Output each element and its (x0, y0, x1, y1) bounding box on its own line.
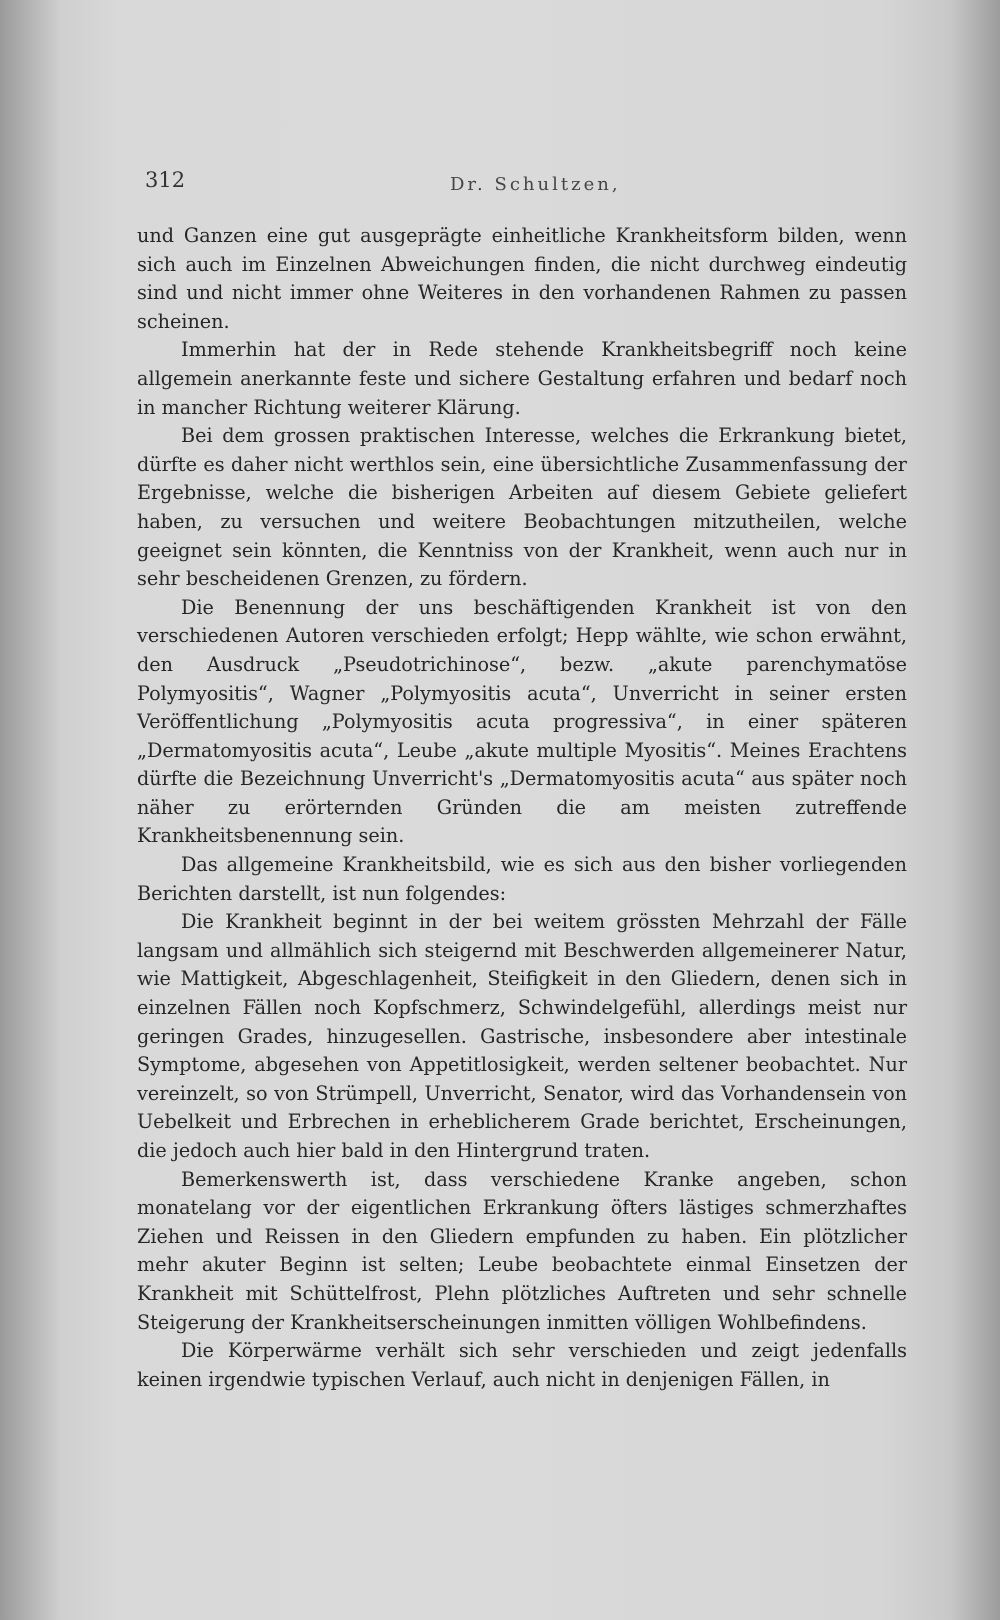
paragraph: Das allgemeine Krankheitsbild, wie es sich aus den bisher vorliegenden Berichten darstellt, ist nun folgendes: (137, 853, 907, 905)
running-head: Dr. Schultzen, (450, 174, 621, 195)
paragraph-continued: und Ganzen eine gut ausgeprägte einheitliche Krankheitsform bilden, wenn sich auch im Einzelnen Abweichungen finden, die nicht durchweg eindeutig sind und nicht immer ohne Weiteres in den vorhandenen Rahmen zu passen scheinen. (137, 224, 907, 333)
paragraph: Die Körperwärme verhält sich sehr verschieden und zeigt jedenfalls keinen irgendwie typischen Verlauf, auch nicht in denjenigen Fällen, in (137, 1339, 907, 1391)
paragraph: Die Krankheit beginnt in der bei weitem grössten Mehrzahl der Fälle langsam und allmählich sich steigernd mit Beschwerden allgemeinerer Natur, wie Mattigkeit, Abgeschlagenheit, Steifigkeit in den Gliedern, denen sich in einzelnen Fällen noch Kopfschmerz, Schwindelgefühl, allerdings meist nur geringen Grades, hinzugesellen. Gastrische, insbesondere aber intestinale Symptome, abgesehen von Appetitlosigkeit, werden seltener beobachtet. Nur vereinzelt, so von Strümpell, Unverricht, Senator, wird das Vorhandensein von Uebelkeit und Erbrechen in erheblicherem Grade berichtet, Erscheinungen, die jedoch auch hier bald in den Hintergrund traten. (137, 910, 907, 1162)
paragraph: Bemerkenswerth ist, dass verschiedene Kranke angeben, schon monatelang vor der eigentlichen Erkrankung öfters lästiges schmerzhaftes Ziehen und Reissen in den Gliedern empfunden zu haben. Ein plötzlicher mehr akuter Beginn ist selten; Leube beobachtete einmal Einsetzen der Krankheit mit Schüttelfrost, Plehn plötzliches Auftreten und sehr schnelle Steigerung der Krankheitserscheinungen inmitten völligen Wohlbefindens. (137, 1167, 907, 1334)
paragraph: Bei dem grossen praktischen Interesse, welches die Erkrankung bietet, dürfte es daher nicht werthlos sein, eine übersichtliche Zusammenfassung der Ergebnisse, welche die bisherigen Arbeiten auf diesem Gebiete geliefert haben, zu versuchen und weitere Beobachtungen mitzutheilen, welche geeignet sein könnten, die Kenntniss von der Krankheit, wenn auch nur in sehr bescheidenen Grenzen, zu fördern. (137, 424, 907, 591)
body-text (137, 222, 907, 1394)
page-header (145, 168, 905, 198)
paragraph: Die Benennung der uns beschäftigenden Krankheit ist von den verschiedenen Autoren verschieden erfolgt; Hepp wählte, wie schon erwähnt, den Ausdruck „Pseudotrichinose“, bezw. „akute parenchymatöse Polymyositis“, Wagner „Polymyositis acuta“, Unverricht in seiner ersten Veröffentlichung „Polymyositis acuta progressiva“, in einer späteren „Dermatomyositis acuta“, Leube „akute multiple Myositis“. Meines Erachtens dürfte die Bezeichnung Unverricht's „Dermatomyositis acuta“ aus später noch näher zu erörternden Gründen die am meisten zutreffende Krankheitsbenennung sein. (137, 595, 907, 848)
paragraph: Immerhin hat der in Rede stehende Krankheitsbegriff noch keine allgemein anerkannte feste und sichere Gestaltung erfahren und bedarf noch in mancher Richtung weiterer Klärung. (137, 338, 907, 419)
page-number: 312 (145, 168, 186, 192)
